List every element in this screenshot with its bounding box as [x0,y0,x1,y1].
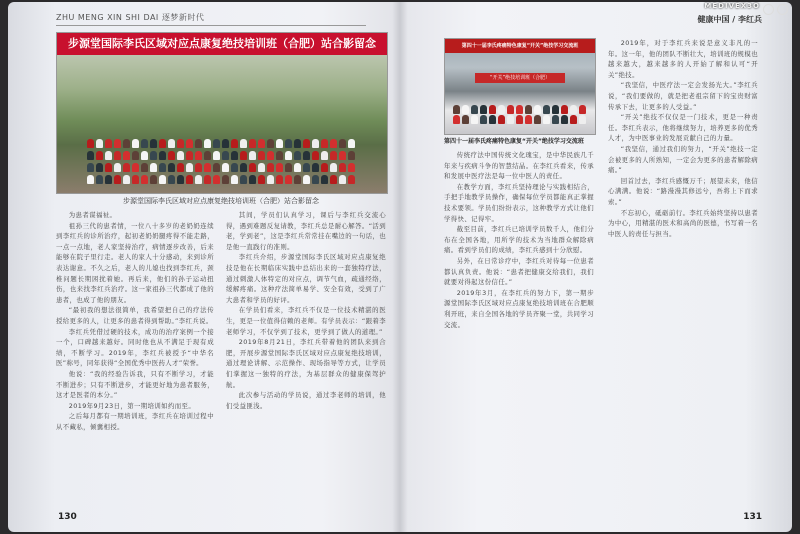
crowd-row-front [87,157,362,167]
person-figure [249,175,256,184]
paragraph: 他说：“我的经验告诉我，只有不断学习，才能不断进步；只有不断进步，才能更好地为患者服务，这才是医者的本分。” [56,369,214,400]
left-page-number: 130 [58,512,77,522]
person-figure [462,115,469,124]
left-text-column-2 [226,210,386,510]
magazine-spread [8,2,792,532]
person-figure [294,175,301,184]
photo-right-caption: 第四十一届李氏疼痛特色康复“开关”绝技学习交流班 [444,138,584,145]
paragraph: 在教学方面，李红兵坚持理论与实践相结合，手把手地教学员操作，确保每位学员都能真正掌握技术要领。学员们纷纷表示，这种教学方式让他们学得快、记得牢。 [444,182,594,223]
right-page-header: 健康中国 / 李红兵 [697,15,762,24]
person-figure [543,115,550,124]
person-figure [339,175,346,184]
crowd-row-front [453,109,588,119]
group-photo-right [444,38,596,135]
right-page [404,2,792,532]
person-figure [213,175,220,184]
person-figure [453,115,460,124]
paragraph: 2019年9月23日，第一期培训如约而至。 [68,401,196,410]
photo-right-banner-center: “开关”绝技培训班（合肥） [475,73,565,83]
person-figure [258,175,265,184]
right-text-column-1 [444,150,594,510]
person-figure [159,175,166,184]
paragraph: 回首过去，李红兵感慨万千；展望未来，他信心满满。他说：“路漫漫其修远兮，吾将上下而求索。” [608,176,758,206]
person-figure [87,175,94,184]
person-figure [240,175,247,184]
person-figure [168,175,175,184]
person-figure [552,115,559,124]
right-text-column-2 [608,38,758,498]
paragraph: 不忘初心，砥砺前行。李红兵始终坚持以患者为中心，用精湛的医术和高尚的医德，书写着一名中医人的责任与担当。 [608,208,758,238]
paragraph: 2019年，对于李红兵来说是意义非凡的一年。这一年，他的团队不断壮大，培训班的规模也越来越大，越来越多的人开始了解和认可“开关”绝技。 [608,39,758,79]
paragraph: 另外，在日常诊疗中，李红兵对待每一位患者都认真负责。他说：“患者把健康交给我们，我们就要对得起这份信任。” [444,256,594,287]
person-figure [570,115,577,124]
person-figure [150,175,157,184]
person-figure [186,175,193,184]
watermark-text: MEDIVEX3O [704,2,760,10]
person-figure [141,175,148,184]
paragraph: “我坚信，通过我们的努力，“开关”绝技一定会被更多的人所熟知，一定会为更多的患者解除病痛。” [608,144,758,175]
paragraph: 传统疗法中国传统文化瑰宝，是中华民族几千年来与疾病斗争的智慧结晶。在李红兵看来，传承和发展中医疗法是每一位中医人的责任。 [444,151,594,181]
circle-icon [763,4,774,15]
person-figure [579,115,586,124]
person-figure [480,115,487,124]
left-text-column-1 [56,210,214,510]
person-figure [114,175,121,184]
person-figure [204,175,211,184]
paragraph: 截至目前，李红兵已培训学员数千人，他们分布在全国各地，用所学的技术为当地群众解除病痛。看到学员们的成绩，李红兵感到十分欣慰。 [444,225,594,255]
person-figure [561,115,568,124]
person-figure [348,175,355,184]
person-figure [330,175,337,184]
circle-icon [777,4,788,15]
paragraph: 为患者谋福祉。 [68,211,117,219]
paragraph: 2019年3月，在李红兵的努力下，第一期步源堂国际李氏区域对应点康复绝技培训班在合肥顺利开班，来自全国各地的学员齐聚一堂，共同学习交流。 [444,288,594,329]
paragraph: 之后每月都有一期培训班，李红兵在培训过程中从不藏私，倾囊相授。 [56,412,214,431]
crowd-row-back [453,99,588,109]
person-figure [303,175,310,184]
crowd-row-back [87,133,362,143]
left-page-header: ZHU MENG XIN SHI DAI 逐梦新时代 [56,12,366,26]
paragraph: “我坚信，中医疗法一定会发扬光大。”李红兵说，“我们要做的，就是把老祖宗留下的宝贵财富传承下去，让更多的人受益。” [608,81,758,111]
person-figure [222,175,229,184]
group-photo-caption: 步源堂国际李氏区域对应点康复绝技培训班（合肥）站合影留念 [123,197,319,205]
paragraph: “最初我的想法很简单，我希望把自己的疗法传授给更多的人，让更多的患者得到帮助。”李红兵说。 [56,306,214,325]
person-figure [132,175,139,184]
crowd-row-seated [87,169,362,179]
person-figure [498,115,505,124]
paragraph: 祖孙三代的患者情，一位八十多岁的老奶奶连续到李红兵的诊所治疗，起初老奶奶腿疼得不能走路，一点一点地，老人家坚持治疗，病情逐步改善，后来能够在院子里行走。老人的家人十分感动，来到诊所表达谢意。不久之后，老人的儿媳也找到李红兵，颈椎问题长期困扰着她。再后来，他们的孙子运动扭伤，也来找李红兵治疗。这一家祖孙三代都成了他的患者，也成了他的朋友。 [56,221,214,304]
person-figure [123,175,130,184]
person-figure [534,115,541,124]
person-figure [489,115,496,124]
paragraph: 李红兵凭借过硬的技术，成功的治疗案例一个接一个，口碑越来越好。同时他也从不满足于现有成绩，不断学习。2019年，李红兵被授予“中华名医”称号，同年获得“全国优秀中医药人才”荣誉。 [56,327,214,368]
person-figure [267,175,274,184]
crowd-row-middle [87,145,362,155]
paragraph: 在学员们看来，李红兵不仅是一位技术精湛的医生，更是一位值得信赖的老师。有学员表示：“跟着李老师学习，不仅学到了技术，更学到了做人的道理。” [226,306,386,336]
group-photo-banner: 步源堂国际李氏区域对应点康复绝技培训班（合肥）站合影留念 [57,33,387,55]
left-page [8,2,398,532]
paragraph: “开关”绝技不仅仅是一门技术，更是一种责任。李红兵表示，他将继续努力，培养更多的优秀人才，为中医事业的发展贡献自己的力量。 [608,113,758,143]
person-figure [276,175,283,184]
person-figure [312,175,319,184]
person-figure [525,115,532,124]
paragraph: 李红兵介绍，步源堂国际李氏区域对应点康复绝技是他在长期临床实践中总结出来的一套独特疗法，通过刺激人体特定的对应点，调节气血，疏通经络，缓解疼痛。这种疗法简单易学、安全有效，受到了广大患者和学员的好评。 [226,253,386,304]
person-figure [177,175,184,184]
person-figure [195,175,202,184]
person-figure [516,115,523,124]
person-figure [471,115,478,124]
person-figure [231,175,238,184]
paragraph: 2019年8月21日，李红兵带着他的团队来到合肥，开展步源堂国际李氏区域对应点康复绝技培训，通过理论讲解、示范操作、现场指导等方式，让学员们掌握这一独特的疗法，为基层群众的健康保驾护航。 [226,338,386,389]
right-page-number: 131 [743,512,762,522]
paragraph: 此次参与活动的学员说，通过李老师的培训，他们受益匪浅。 [226,391,386,410]
person-figure [96,175,103,184]
person-figure [321,175,328,184]
person-figure [105,175,112,184]
person-figure [507,115,514,124]
person-figure [285,175,292,184]
photo-right-banner-top: 第四十一届李氏疼痛特色康复“开关”绝技学习交流班 [445,39,595,53]
paragraph: 其间，学员们认真学习，课后与李红兵交流心得，遇到难题反复请教，李红兵总是耐心解答。“活到老，学到老”，这是李红兵常常挂在嘴边的一句话，也是他一直践行的准则。 [226,211,386,251]
group-photo-left [56,32,388,194]
